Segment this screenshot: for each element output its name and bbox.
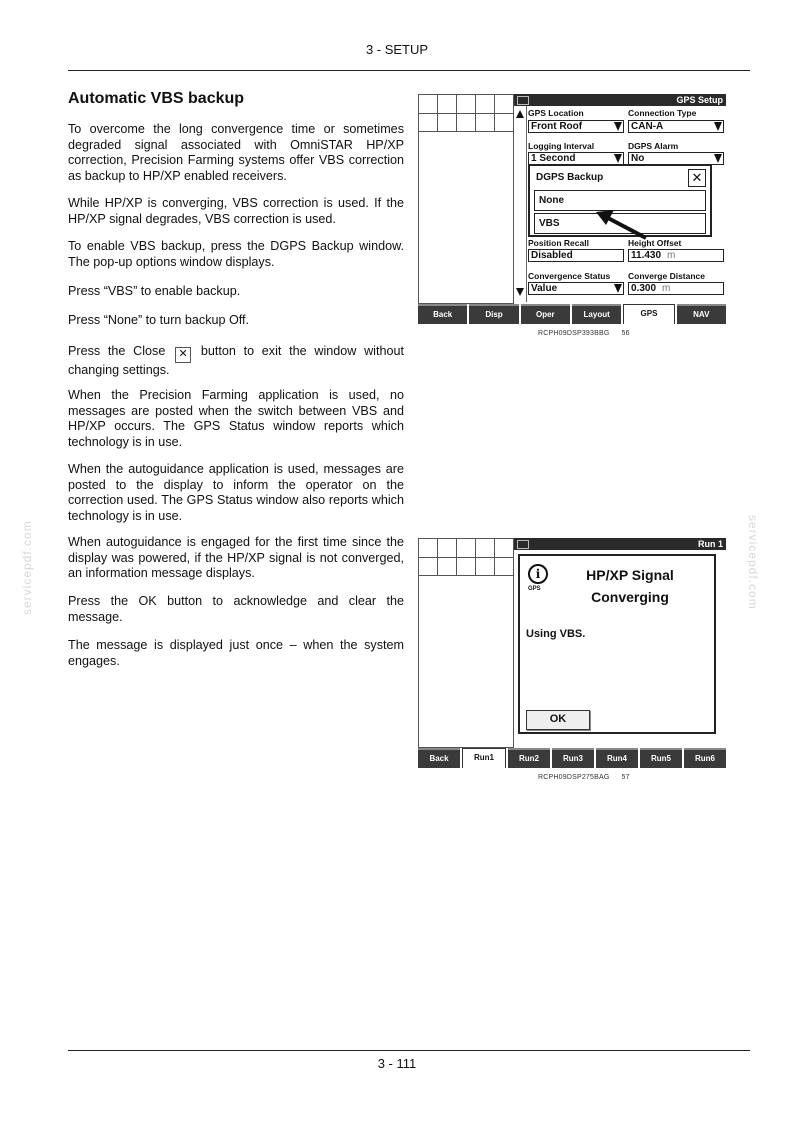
position-recall-value: Disabled bbox=[531, 250, 573, 261]
watermark-right: servicepdf.com bbox=[746, 515, 760, 610]
ok-button[interactable]: OK bbox=[526, 710, 590, 730]
info-message-dialog bbox=[518, 554, 716, 734]
convergence-status-label: Convergence Status bbox=[528, 271, 611, 281]
tab-run4[interactable]: Run4 bbox=[596, 748, 638, 768]
figure-signal-converging bbox=[418, 538, 726, 768]
option-none[interactable]: None bbox=[534, 190, 706, 211]
height-offset-value: 11.430 bbox=[631, 250, 662, 261]
tab-back[interactable]: Back bbox=[418, 748, 460, 768]
section-title: Automatic VBS backup bbox=[68, 90, 245, 107]
figure2-code: RCPH09DSP275BAG bbox=[538, 774, 610, 781]
paragraph-enable: To enable VBS backup, press the DGPS Backup window. The pop-up options window displays. bbox=[68, 239, 404, 269]
height-offset-label: Height Offset bbox=[628, 238, 682, 248]
close-icon: ✕ bbox=[175, 347, 191, 363]
tab-disp[interactable]: Disp bbox=[469, 304, 518, 324]
paragraph-intro: To overcome the long convergence time or sometimes degraded signal associated with OmniSTAR HP/XP correction, Precision Farming systems offer VBS correction as backup to HP/XP enabled receivers. bbox=[68, 122, 404, 183]
grid-row bbox=[419, 539, 513, 558]
tab-run1[interactable]: Run1 bbox=[462, 748, 506, 768]
message-title-line2: Converging bbox=[591, 589, 669, 605]
paragraph-press-vbs: Press “VBS” to enable backup. bbox=[68, 284, 241, 298]
logging-interval-label: Logging Interval bbox=[528, 141, 595, 151]
popup-title: DGPS Backup bbox=[536, 172, 604, 183]
tab-gps[interactable]: GPS bbox=[623, 304, 674, 324]
tab-nav[interactable]: NAV bbox=[677, 304, 726, 324]
footer-rule bbox=[68, 1050, 750, 1051]
height-offset-unit: m bbox=[667, 250, 676, 261]
bottom-tab-bar bbox=[418, 748, 726, 768]
converge-distance-value: 0.300 bbox=[631, 283, 657, 294]
tab-run3[interactable]: Run3 bbox=[552, 748, 594, 768]
figure2-number: 57 bbox=[621, 774, 630, 781]
converge-distance-unit: m bbox=[662, 283, 671, 294]
paragraph-converging: While HP/XP is converging, VBS correction is used. If the HP/XP signal degrades, VBS correction is used. bbox=[68, 196, 404, 226]
tab-run2[interactable]: Run2 bbox=[508, 748, 550, 768]
popup-close-icon[interactable]: ✕ bbox=[688, 169, 706, 187]
figure2-caption bbox=[538, 774, 630, 781]
figure1-code: RCPH09DSP393BBG bbox=[538, 330, 610, 337]
page-header: 3 - SETUP bbox=[365, 42, 429, 57]
tab-run5[interactable]: Run5 bbox=[640, 748, 682, 768]
convergence-status-value: Value bbox=[531, 283, 558, 294]
window-icon bbox=[517, 540, 529, 549]
paragraph-close bbox=[68, 344, 404, 379]
tab-layout[interactable]: Layout bbox=[572, 304, 621, 324]
pointer-arrow-icon bbox=[418, 94, 726, 304]
dgps-alarm-value: No bbox=[631, 153, 645, 164]
message-body: Using VBS. bbox=[526, 628, 586, 640]
gps-location-value: Front Roof bbox=[531, 121, 583, 132]
paragraph-press-ok: Press the OK button to acknowledge and clear the message. bbox=[68, 594, 404, 624]
window-title: GPS Setup bbox=[676, 95, 723, 105]
logging-interval-value: 1 Second bbox=[531, 153, 576, 164]
page-number: 3 - 111 bbox=[377, 1056, 417, 1071]
message-title bbox=[550, 564, 710, 608]
converge-distance-label: Converge Distance bbox=[628, 271, 705, 281]
left-grid-panel bbox=[418, 538, 514, 748]
connection-type-value: CAN-A bbox=[631, 121, 664, 132]
paragraph-autoguidance: When the autoguidance application is used, messages are posted to the display to inform the operator on the correction used. The GPS Status window also reports which technology is in use. bbox=[68, 462, 404, 523]
tab-back[interactable]: Back bbox=[418, 304, 467, 324]
watermark-left: servicepdf.com bbox=[20, 520, 34, 615]
window-title: Run 1 bbox=[697, 539, 723, 549]
bottom-tab-bar bbox=[418, 304, 726, 324]
figure-gps-setup bbox=[418, 94, 726, 324]
paragraph-press-none: Press “None” to turn backup Off. bbox=[68, 313, 250, 327]
info-icon: i bbox=[528, 564, 548, 584]
figure1-caption bbox=[538, 330, 630, 337]
paragraph-once: The message is displayed just once – when the system engages. bbox=[68, 638, 404, 668]
close-text-before: Press the Close bbox=[68, 344, 166, 358]
paragraph-precision-farming: When the Precision Farming application is used, no messages are posted when the switch between VBS and HP/XP occurs. The GPS Status window reports which technology is in use. bbox=[68, 388, 404, 449]
dgps-alarm-label: DGPS Alarm bbox=[628, 141, 679, 151]
tab-oper[interactable]: Oper bbox=[521, 304, 570, 324]
message-title-line1: HP/XP Signal bbox=[586, 567, 674, 583]
close-text-after: button to exit the window without changing settings. bbox=[68, 344, 404, 377]
paragraph-first-time: When autoguidance is engaged for the first time since the display was powered, if the HP/XP signal is not converged, an information message displays. bbox=[68, 535, 404, 581]
option-vbs[interactable]: VBS bbox=[534, 213, 706, 234]
position-recall-label: Position Recall bbox=[528, 238, 589, 248]
gps-signal-icon: GPS bbox=[528, 586, 541, 592]
window-title-bar bbox=[514, 538, 726, 550]
header-rule bbox=[68, 70, 750, 71]
connection-type-label: Connection Type bbox=[628, 108, 697, 118]
tab-run6[interactable]: Run6 bbox=[684, 748, 726, 768]
figure1-number: 56 bbox=[621, 330, 630, 337]
gps-location-label: GPS Location bbox=[528, 108, 584, 118]
grid-row bbox=[419, 557, 513, 576]
